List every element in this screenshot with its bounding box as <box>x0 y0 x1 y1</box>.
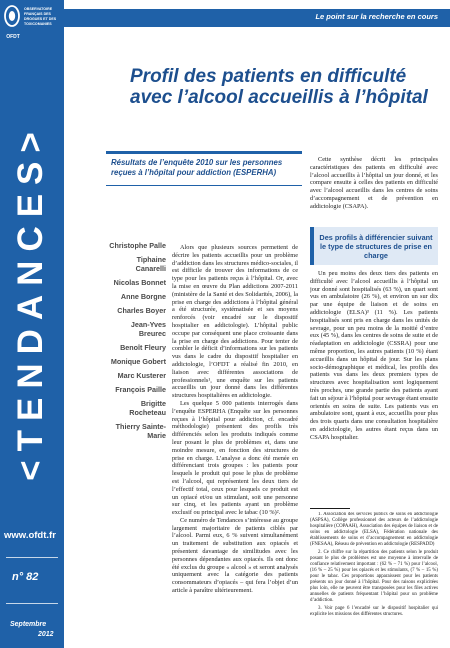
footnote: 1. Association des services publics de soins en addictologie (ASPSA), Collège professionnel des acteurs de l’addictologie hospitalière (COPAAH), Association des équipes de liaison et de soins en addictologie (ELSA), Fédération nationale des établissements de soins et d’accompagnement en addictologie (FNESAA), Réseau de prévention en addictologie (RESPADD) <box>310 512 438 547</box>
body-paragraph: Ce numéro de Tendances s’intéresse au groupe largement majoritaire de patients ciblés par l’alcool. Parmi eux, 6 % suivent simultanément un traitement de substitution aux opiacés et présentent davantage de similitudes avec les personnes dépendantes aux opiacés. Ils ont donc été exclus du groupe « alcool » et seront analysés uniquement avec la catégorie des patients consommateurs d’opiacés – qui fera l’objet d’un article à paraître ultérieurement. <box>172 516 298 595</box>
author-name: Thierry Sainte-Marie <box>115 422 166 440</box>
footnote: 3. Voir page 6 l’encadré sur le dispositif hospitalier qui explicite les missions des différentes structures. <box>310 606 438 617</box>
subtitle-bottom-rule <box>106 185 302 186</box>
author-name: François Paille <box>115 385 166 394</box>
sidebar-divider <box>6 603 58 604</box>
tendances-text: <TENDANCES> <box>11 123 50 481</box>
issue-year: 2012 <box>38 631 54 638</box>
page-title: Profil des patients en difficulté avec l’alcool accueillis à l’hôpital <box>130 66 428 108</box>
author-name: Tiphaine Canarelli <box>135 255 166 273</box>
footnotes <box>310 512 438 644</box>
body-column-2-intro <box>310 156 438 211</box>
intro-paragraph: Cette synthèse décrit les principales caractéristiques des patients en difficulté avec l’alcool accueillis à l’hôpital un jour donné, et les compare ensuite à celles des patients en difficulté avec l’alcool accueillis dans les centres de soins d’accompagnement et de prévention en addictologie (CSAPA). <box>310 156 438 210</box>
body-column-1 <box>172 244 298 644</box>
issue-month: Septembre <box>10 621 47 628</box>
body-paragraph: Les quelque 5 000 patients interrogés dans l’enquête ESPERHA (Enquête sur les personnes reçues à l’hôpital pour addiction, cf. encadré méthodologie) présentent des profils très différenciés selon les produits indiqués comme leur posant le plus de problèmes et, dans une moindre mesure, en fonction des structures de prise en charge. L’analyse a donc été menée en différenciant trois groupes : les patients pour lesquels le produit qui pose le plus de problème est l’alcool, qui représentent les deux tiers de l’effectif total, ceux pour lesquels ce produit est un opiacé et/ou un stimulant, soit une personne sur cinq, et les patients ayant un problème exclusif ou principal avec le tabac (10 %)². <box>172 399 298 517</box>
subtitle-top-rule <box>106 151 302 154</box>
header-band <box>64 9 450 27</box>
logo-line: OBSERVATOIRE <box>24 7 53 11</box>
author-name: Benoît Fleury <box>120 343 166 352</box>
author-name: Charles Boyer <box>117 306 166 315</box>
author-list <box>106 241 166 445</box>
author-name: Nicolas Bonnet <box>113 278 166 287</box>
author-name: Marc Kusterer <box>117 371 166 380</box>
section-heading-box <box>310 227 438 265</box>
author-name: Monique Gobert <box>110 357 166 366</box>
author-name: Anne Borgne <box>120 292 166 301</box>
ofdt-logo-icon <box>3 5 21 35</box>
body-column-2 <box>310 270 438 502</box>
section-heading: Des profils à différencier suivant le type de structures de prise en charge <box>319 233 433 260</box>
tendances-vertical-title <box>2 92 62 512</box>
logo-text <box>24 7 66 27</box>
logo-line: FRANÇAIS DES <box>24 12 51 16</box>
logo-line: TOXICOMANIES <box>24 22 52 26</box>
author-name: Jean-Yves Breurec <box>130 320 166 338</box>
page-subtitle: Résultats de l’enquête 2010 sur les personnes reçues à l’hôpital pour addiction (ESPERHA) <box>111 158 283 177</box>
section-heading-bar <box>310 227 314 265</box>
logo-acronym: OFDT <box>6 34 20 40</box>
sidebar <box>0 0 64 648</box>
website-link[interactable]: www.ofdt.fr <box>4 530 56 541</box>
logo-line: DROGUES ET DES <box>24 17 57 21</box>
header-rubric: Le point sur la recherche en cours <box>315 12 438 21</box>
author-name: Christophe Palle <box>109 241 166 250</box>
author-name: Brigitte Rocheteau <box>129 399 166 417</box>
ofdt-logo[interactable] <box>3 5 61 47</box>
sidebar-divider <box>6 557 58 558</box>
footnote-rule <box>310 508 350 509</box>
body-paragraph: Alors que plusieurs sources permettent de décrire les patients accueillis pour un problème d’addiction dans les structures médico-sociales, il est difficile de trouver des informations de ce type pour les patients reçus à l’hôpital. Or, avec la mise en œuvre du Plan addictions 2007-2011 (ministère de la Santé et des Solidarités, 2006), la prise en charge des addictions à l’hôpital général a été structurée, systématisée et ses moyens renforcés (voir encadré sur le dispositif hospitalier en addictologie). L’hôpital public occupe par conséquent une place croissante dans la prise en charge des addictions. Pour tenter de combler le déficit d’informations sur les patients vus dans le cadre du dispositif hospitalier en addictologie, l’OFDT a réalisé fin 2010, en liaison avec différentes associations de professionnels¹, une enquête sur les patients accueillis un jour donné dans les différentes structures hospitalières en addictologie. <box>172 244 298 400</box>
issue-number: n° 82 <box>12 571 39 583</box>
body-paragraph: Un peu moins des deux tiers des patients en difficulté avec l’alcool accueillis à l’hôpital un jour donné sont hospitalisés (63 %), un quart sont vus en ambulatoire (26 %), et environ un sur dix par une équipe de liaison et de soins en addictologie (ELSA)³ (11 %). Les patients hospitalisés sont pris en charge dans les unités de sevrage, pour un peu moins de la moitié d’entre eux (45 %), dans les centres de soins de suite et de réadaptation en addictologie (CSSRA) pour une même proportion, les autres patients (10 %) étant accueillis dans un hôpital de jour. Sur les plans socio-démographique et médical, les profils des patients vus dans les deux premiers types de structures avec hospitalisation sont logiquement très proches, une grande partie des patients ayant fait un séjour à l’hôpital pour sevrage étant ensuite orientés en soins de suite. Les patients vus en ambulatoire sont, quant à eux, accueillis pour plus des trois quarts dans une consultation hospitalière en addictologie, les autres étant reçus dans un CSAPA hospitalier. <box>310 270 438 441</box>
footnote: 2. Ce chiffre sur la répartition des patients selon le produit posant le plus de problèmes est une moyenne à intervalle de confiance relativement important : (62 % – 71 %) pour l’alcool, (16 % – 25 %) pour les opiacés et les stimulants, (7 % – 15 %) pour le tabac. Ces proportions apparaissent pour les patients présents un jour donné à l’hôpital. Pour des raisons explicitées plus loin, elle ne peuvent être transposées pour les files actives annuelles de patients fréquentant l’hôpital pour un problème d’addiction. <box>310 550 438 603</box>
